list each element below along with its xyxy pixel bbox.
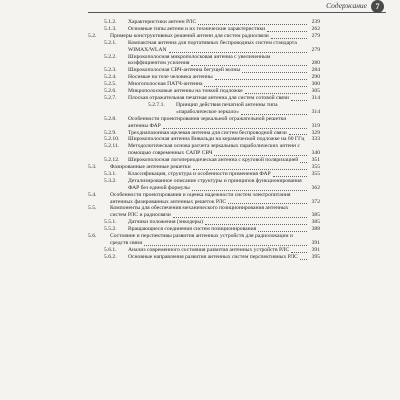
toc-entry-number: 5.2.2. bbox=[104, 53, 117, 60]
toc-entry-page: 305 bbox=[311, 88, 320, 95]
toc-entry bbox=[88, 219, 320, 226]
toc-entry-page: 391 bbox=[311, 240, 320, 246]
toc-entry-page: 351 bbox=[311, 157, 320, 164]
toc-entry-page: 395 bbox=[311, 253, 320, 260]
toc-entry-number: 5.2.3. bbox=[104, 67, 117, 74]
toc-entry bbox=[88, 67, 320, 74]
dot-leader bbox=[291, 100, 307, 101]
toc-entry-number: 5.4. bbox=[88, 191, 97, 198]
toc-entry-title: Примеры конструктивных решений антенн для систем радиосвязи bbox=[110, 32, 269, 39]
toc-entry bbox=[88, 171, 320, 178]
toc-entry-title: Плоская отражательная печатная антенна для систем сотовой связи bbox=[128, 94, 289, 101]
toc-entry-title: Вращающиеся соединения систем позиционирования bbox=[128, 226, 257, 233]
toc-entry-page: 239 bbox=[311, 19, 320, 25]
toc-entry-number: 5.1.2. bbox=[104, 19, 117, 25]
toc-entry-number: 5.2.8. bbox=[104, 115, 117, 122]
toc-entry bbox=[88, 26, 320, 33]
toc-entry-number: 5.3.2. bbox=[104, 177, 117, 184]
toc-entry-title: Многополосная ПАТЧ-антенна bbox=[128, 81, 203, 88]
toc-entry-title: Носимые на теле человека антенны bbox=[128, 74, 213, 81]
toc-entry-page: 314 bbox=[311, 108, 320, 115]
toc-entry-page: 333 bbox=[311, 136, 320, 143]
toc-entry bbox=[88, 157, 320, 164]
toc-entry bbox=[88, 33, 320, 40]
toc-entry bbox=[88, 178, 320, 192]
running-head: Содержание bbox=[326, 1, 367, 10]
toc-entry-page: 262 bbox=[311, 25, 320, 32]
dot-leader bbox=[300, 259, 307, 260]
toc-entry-page: 329 bbox=[311, 129, 320, 136]
dot-leader bbox=[163, 128, 307, 129]
toc-entry-number: 5.2.1. bbox=[104, 39, 117, 46]
toc-entry-page: 319 bbox=[311, 122, 320, 129]
toc-entry bbox=[88, 254, 320, 261]
toc-entry-title: Микрополосковые антенны на тонкой подложке bbox=[128, 88, 243, 95]
toc-entry bbox=[88, 102, 320, 116]
dot-leader bbox=[258, 231, 307, 232]
toc-entry bbox=[88, 19, 320, 26]
toc-entry bbox=[88, 116, 320, 130]
toc-entry-number: 5.5.2. bbox=[104, 226, 117, 233]
toc-entry-number: 5.2. bbox=[88, 32, 97, 39]
toc-entry-title: Трехдиапазонная щелевая антенна для систем беспроводной связи bbox=[128, 129, 287, 136]
header-rule bbox=[88, 12, 386, 13]
toc-entry bbox=[88, 143, 320, 157]
dot-leader bbox=[291, 252, 307, 253]
toc-entry-title: Основные типы антенн и их технические характеристики bbox=[128, 25, 266, 32]
toc-entry-title: Классификация, структура и особенности применения ФАР bbox=[128, 170, 271, 177]
dot-leader bbox=[271, 38, 307, 39]
dot-leader bbox=[242, 72, 307, 73]
toc-entry-page: 279 bbox=[311, 46, 320, 53]
toc-entry-page: 355 bbox=[311, 170, 320, 177]
dot-leader bbox=[273, 176, 307, 177]
dot-leader bbox=[300, 162, 307, 163]
toc-entry-number: 5.2.9. bbox=[104, 129, 117, 136]
dot-leader bbox=[169, 52, 307, 53]
toc-entry-number: 5.2.7. bbox=[104, 94, 117, 101]
toc-entry bbox=[88, 40, 320, 54]
toc-entry-number: 5.6. bbox=[88, 233, 97, 240]
toc-entry-page: 362 bbox=[311, 184, 320, 191]
toc-entry-page: 391 bbox=[311, 246, 320, 253]
toc-entry-title: Широкополосная антенна Вивальди на керамической подложке на 60 ГГц bbox=[128, 136, 305, 143]
toc-entry-page: 314 bbox=[311, 94, 320, 101]
dot-leader bbox=[192, 190, 307, 191]
dot-leader bbox=[241, 114, 307, 115]
toc-entry-title: Анализ современного состояния развития антенных устройств РЛС bbox=[128, 246, 290, 253]
toc-entry bbox=[88, 192, 320, 206]
toc-entry-number: 5.6.1. bbox=[104, 246, 117, 253]
toc-entry-page: 280 bbox=[311, 60, 320, 67]
toc-entry bbox=[88, 54, 320, 68]
toc-entry-number: 5.2.12. bbox=[104, 157, 120, 164]
toc-entry-page: 290 bbox=[311, 74, 320, 81]
toc-entry-title: Характеристики антенн РЛС bbox=[128, 19, 197, 25]
toc-entry-number: 5.5. bbox=[88, 205, 97, 212]
toc-entry-title: Состояние и перспективы развития антенных устройств для радиолокации и средств связи bbox=[110, 233, 293, 246]
toc-entry-title: Фазированные антенные решетки bbox=[110, 164, 191, 171]
toc-entry-title: Широкополосная СВЧ-антенна бегущей волны bbox=[128, 67, 241, 74]
toc-entry-number: 5.2.7.1. bbox=[148, 101, 165, 108]
dot-leader bbox=[245, 93, 307, 94]
page-number-badge: 7 bbox=[371, 0, 384, 13]
toc-entry-number: 5.5.1. bbox=[104, 219, 117, 226]
dot-leader bbox=[214, 155, 307, 156]
toc-entry-page: 284 bbox=[311, 67, 320, 74]
toc-entry-title: Методологическая основа расчета зеркальных параболических антенн с помощью современных САПР СВЧ bbox=[128, 143, 300, 157]
toc-entry bbox=[88, 247, 320, 254]
toc-entry bbox=[88, 164, 320, 171]
toc-entry-title: Компоненты для обеспечения механического позиционирования антенных систем РЛС и радиосвязи bbox=[110, 205, 289, 219]
dot-leader bbox=[215, 79, 307, 80]
toc-entry-page: 372 bbox=[311, 198, 320, 205]
toc-entry-number: 5.2.10. bbox=[104, 136, 120, 143]
toc-entry-number: 5.3.1. bbox=[104, 170, 117, 177]
toc-entry bbox=[88, 233, 320, 247]
toc-entry-number: 5.2.5. bbox=[104, 81, 117, 88]
toc-entry bbox=[88, 88, 320, 95]
toc-entry-page: 385 bbox=[311, 212, 320, 219]
dot-leader bbox=[193, 169, 307, 170]
toc-entry-page: 355 bbox=[311, 164, 320, 171]
dot-leader bbox=[144, 245, 307, 246]
toc-entry-page: 300 bbox=[311, 81, 320, 88]
toc-entry-title: Детализированное описание структуры и принципов функционирования ФАР без единой формулы bbox=[128, 177, 302, 191]
toc-entry-page: 388 bbox=[311, 226, 320, 233]
toc-entry-title: Принцип действия печатной антенны типа «параболическое зеркало» bbox=[176, 101, 278, 115]
toc-entry-number: 5.2.4. bbox=[104, 74, 117, 81]
toc-entry-number: 5.2.11. bbox=[104, 143, 120, 150]
toc-entry-number: 5.3. bbox=[88, 164, 97, 171]
toc-entry-page: 279 bbox=[311, 32, 320, 39]
toc-entry-number: 5.1.3. bbox=[104, 25, 117, 32]
toc-entry-number: 5.2.6. bbox=[104, 88, 117, 95]
toc-entry-number: 5.6.2. bbox=[104, 253, 117, 260]
toc-entry-page: 385 bbox=[311, 219, 320, 226]
toc-entry bbox=[88, 205, 320, 219]
toc-entry-title: Особенности проектирования и оценка надежности систем электропитания антенных фазированных антенных решеток РЛС bbox=[110, 191, 291, 205]
dot-leader bbox=[205, 224, 307, 225]
table-of-contents bbox=[88, 19, 320, 261]
toc-entry-title: Компактная антенна для портативных беспроводных систем стандарта WIMAX/WLAN bbox=[128, 39, 297, 53]
toc-entry-title: Основные направления развития антенных систем перспективных РЛС bbox=[128, 253, 298, 260]
toc-entry-title: Широкополосная микрополосковая антенна с увеличенным коэффициентом усиления bbox=[128, 53, 271, 67]
toc-entry bbox=[88, 74, 320, 81]
toc-entry-title: Широкополосная логопериодическая антенна с круговой поляризацией bbox=[128, 157, 299, 164]
toc-entry-page: 340 bbox=[311, 150, 320, 157]
toc-entry-title: Особенности проектирования зеркальной отражательной решетки антенны ФАР bbox=[128, 115, 287, 129]
toc-entry bbox=[88, 95, 320, 102]
toc-entry-title: Датчики положения (энкодеры) bbox=[128, 219, 203, 226]
dot-leader bbox=[204, 86, 307, 87]
dot-leader bbox=[198, 24, 307, 25]
dot-leader bbox=[267, 31, 307, 32]
